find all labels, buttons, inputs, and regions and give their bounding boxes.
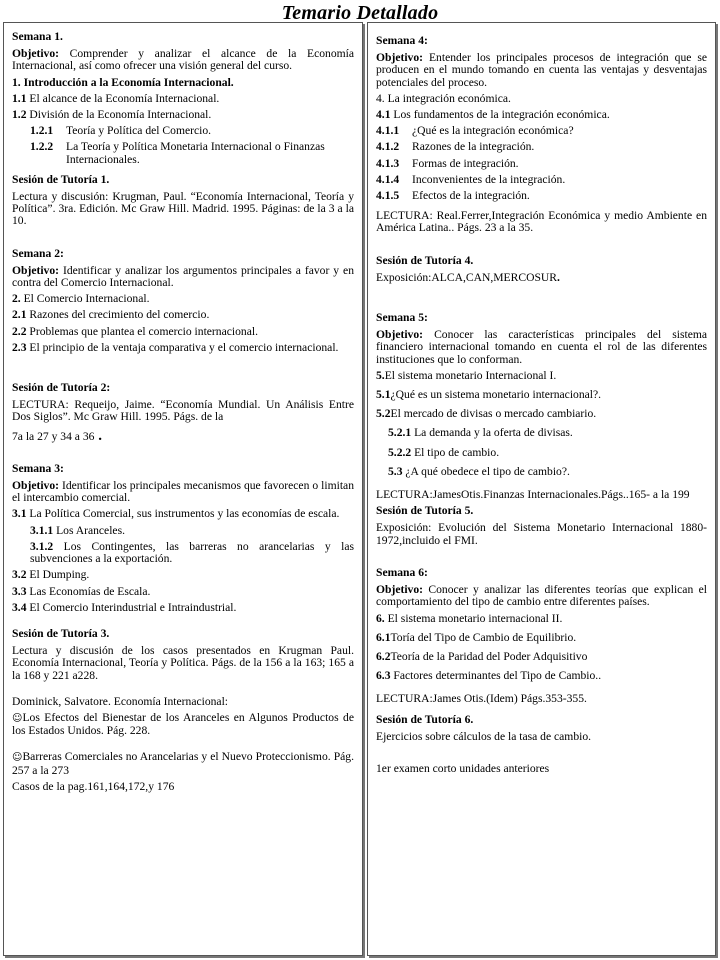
- topic-1-2-2: [30, 141, 354, 165]
- topic-text: La demanda y la oferta de divisas.: [411, 426, 573, 440]
- week-3-heading: Semana 3:: [12, 461, 64, 475]
- item-text: Los Efectos del Bienestar de los Aranceles en Algunos Productos de los Estados Unidos. Pág. 228.: [12, 710, 354, 738]
- topic-5-1: [376, 389, 707, 401]
- topic-number: 6.3: [376, 669, 391, 683]
- topic-number: 4.1.1: [376, 124, 400, 138]
- objective-label: Objetivo:: [376, 328, 424, 342]
- topic-1: 1. Introducción a la Economía Internacional.: [12, 75, 234, 89]
- objective-text: Comprender y analizar el alcance de la Economía Internacional, así como ofrecer una visión general del curso.: [12, 47, 354, 73]
- topic-text: Razones de la integración.: [412, 140, 535, 154]
- topic-2-1: [12, 309, 354, 321]
- week-4-heading: Semana 4:: [376, 34, 428, 47]
- topic-number: 4.1.3: [376, 156, 400, 170]
- topic-5-2: [376, 408, 707, 420]
- week-5-heading: Semana 5:: [376, 311, 428, 325]
- topic-text: El sistema monetario internacional II.: [384, 611, 563, 625]
- topic-text: El tipo de cambio.: [411, 445, 500, 459]
- topic-text: Problemas que plantea el comercio internacional.: [26, 324, 258, 338]
- topic-3-4: [12, 602, 354, 614]
- topic-text: El Comercio Interindustrial e Intraindustrial.: [26, 600, 237, 614]
- topic-text: Razones del crecimiento del comercio.: [26, 308, 210, 322]
- week-4-objective: [376, 52, 707, 89]
- tutoring-6-heading: Sesión de Tutoría 6.: [376, 712, 474, 726]
- topic-5: [376, 370, 707, 382]
- objective-text: Identificar los principales mecanismos que favorecen o limitan el intercambio comercial.: [12, 479, 354, 505]
- topic-5-2-1: [376, 427, 707, 439]
- topic-number: 5.: [376, 368, 385, 382]
- topic-3-2: [12, 569, 354, 581]
- objective-label: Objetivo:: [12, 263, 60, 277]
- topic-number: 4.1: [376, 108, 391, 122]
- topic-4-1-4: [376, 174, 707, 186]
- week-3-objective: [12, 480, 354, 504]
- week-1-objective: [12, 48, 354, 72]
- week-5-objective: [376, 329, 707, 366]
- objective-label: Objetivo:: [12, 479, 60, 493]
- topic-4-1-1: [376, 125, 707, 137]
- topic-3-3: [12, 586, 354, 598]
- topic-number: 4.1.5: [376, 189, 400, 203]
- tutoring-5-heading: Sesión de Tutoría 5.: [376, 504, 474, 518]
- topic-number: 2.: [12, 292, 21, 306]
- topic-3-1: [12, 508, 354, 520]
- tutoring-1-text: Lectura y discusión: Krugman, Paul. “Economía Internacional, Teoría y Política”. 3ra. Edición. Mc Graw Hill. Madrid. 1995. Páginas: de la 3 a la 10.: [12, 190, 354, 228]
- topic-text: Formas de integración.: [412, 156, 519, 170]
- topic-text: El Comercio Internacional.: [20, 292, 150, 306]
- topic-4-1-3: [376, 158, 707, 170]
- topic-6-2: [376, 651, 707, 663]
- topic-number: 6.2: [376, 649, 391, 663]
- tutoring-2-pages: [12, 427, 354, 444]
- topic-text: ¿Qué es la integración económica?: [412, 124, 574, 138]
- left-column: [3, 22, 363, 956]
- topic-number: 1.2.1: [30, 124, 54, 138]
- topic-5-2-2: [376, 447, 707, 459]
- objective-label: Objetivo:: [376, 51, 424, 65]
- topic-4-1-2: [376, 141, 707, 153]
- topic-2: [12, 293, 354, 305]
- topic-number: 3.1: [12, 507, 27, 521]
- tutoring-3-reference: Dominick, Salvatore. Economía Internacional:: [12, 694, 229, 708]
- topic-text: Los Contingentes, las barreras no arancelarias y las subvenciones a la exportación.: [30, 539, 354, 566]
- week-5-reading: LECTURA:JamesOtis.Finanzas Internacionales.Págs..165- a la 199: [376, 488, 690, 502]
- topic-text: Factores determinantes del Tipo de Cambio..: [390, 669, 602, 683]
- topic-number: 6.1: [376, 630, 391, 644]
- topic-text: Teoría de la Paridad del Poder Adquisitivo: [390, 649, 588, 663]
- topic-text: El principio de la ventaja comparativa y el comercio internacional.: [26, 340, 339, 354]
- pages-text: 7a la 27 y 34 a 36: [12, 429, 95, 443]
- topic-1-1: [12, 93, 354, 105]
- topic-3-1-1: [12, 525, 354, 537]
- objective-label: Objetivo:: [12, 47, 60, 61]
- tutoring-5-text: Exposición: Evolución del Sistema Monetario Internacional 1880-1972,incluido el FMI.: [376, 521, 707, 547]
- topic-text: Teoría y Política del Comercio.: [66, 124, 212, 138]
- tutoring-4-heading: Sesión de Tutoría 4.: [376, 253, 474, 267]
- topic-number: 1.2.2: [30, 140, 54, 154]
- topic-number: 1.2: [12, 108, 27, 122]
- week-6-objective: [376, 584, 707, 608]
- item-text: Barreras Comerciales no Arancelarias y el Nuevo Proteccionismo. Pág. 257 a la 273: [12, 750, 354, 777]
- tutoring-6-text: Ejercicios sobre cálculos de la tasa de cambio.: [376, 729, 592, 743]
- tutoring-3-item-1: [12, 712, 354, 737]
- topic-text: El mercado de divisas o mercado cambiario.: [390, 407, 597, 421]
- topic-number: 3.1.2: [30, 539, 54, 553]
- objective-text: Conocer las características principales del sistema financiero internacional tomando en cuenta el rol de las diferentes instituciones que lo conforman.: [376, 328, 707, 366]
- week-2-heading: Semana 2:: [12, 246, 64, 260]
- topic-text: División de la Economía Internacional.: [26, 108, 212, 122]
- smiley-icon: ☺: [12, 752, 23, 764]
- topic-text: Inconvenientes de la integración.: [412, 172, 566, 186]
- objective-text: Conocer y analizar las diferentes teorías que explican el comportamiento del tipo de cambio entre diferentes países.: [376, 583, 707, 609]
- topic-text: La Política Comercial, sus instrumentos y las economías de escala.: [26, 507, 340, 521]
- tutoring-3-text: Lectura y discusión de los casos presentados en Krugman Paul. Economía Internacional, Teoría y Política. Págs. de la 156 a la 163; 165 a la 168 y 221 a228.: [12, 644, 354, 682]
- exposition-text: Exposición:ALCA,CAN,MERCOSUR: [376, 270, 558, 284]
- topic-text: Efectos de la integración.: [412, 189, 530, 203]
- topic-6-1: [376, 632, 707, 644]
- topic-4-1: [376, 109, 707, 121]
- topic-4-1-5: [376, 190, 707, 202]
- topic-number: 6.: [376, 611, 385, 625]
- topic-number: 3.1.1: [30, 523, 54, 537]
- topic-6: [376, 613, 707, 625]
- page-title: Temario Detallado: [281, 2, 439, 24]
- week-2-objective: [12, 265, 354, 289]
- topic-number: 3.3: [12, 584, 27, 598]
- topic-text: Los fundamentos de la integración económica.: [390, 108, 610, 122]
- topic-text: El alcance de la Economía Internacional.: [26, 91, 220, 105]
- topic-2-3: [12, 342, 354, 354]
- topic-5-3: [376, 466, 707, 478]
- topic-4: 4. La integración económica.: [376, 91, 511, 105]
- topic-text: ¿A qué obedece el tipo de cambio?.: [402, 464, 570, 478]
- topic-text: ¿Qué es un sistema monetario internacional?.: [390, 388, 602, 402]
- week-4-reading: LECTURA: Real.Ferrer,Integración Económica y medio Ambiente en América Latina.. Págs. 23 a la 35.: [376, 209, 707, 235]
- topic-number: 5.2: [376, 407, 391, 421]
- right-column: [367, 22, 716, 956]
- topic-text: Los Aranceles.: [53, 523, 125, 537]
- topic-number: 5.1: [376, 388, 391, 402]
- objective-text: Entender los principales procesos de integración que se producen en el mundo tomando en cuenta las ventajas y desventajas potenciales del proceso.: [376, 51, 707, 89]
- topic-number: 2.1: [12, 308, 27, 322]
- topic-number: 5.2.1: [388, 426, 412, 440]
- topic-number: 5.3: [388, 464, 403, 478]
- topic-6-3: [376, 670, 707, 682]
- tutoring-3-cases: Casos de la pag.161,164,172,y 176: [12, 779, 175, 793]
- week-6-heading: Semana 6:: [376, 565, 428, 579]
- tutoring-4-text: [376, 272, 707, 284]
- topic-1-2-1: [30, 125, 354, 137]
- topic-1-2: [12, 109, 354, 121]
- topic-text: El sistema monetario Internacional I.: [384, 368, 557, 382]
- week-1-heading: Semana 1.: [12, 30, 63, 43]
- tutoring-3-heading: Sesión de Tutoría 3.: [12, 626, 110, 640]
- topic-3-1-2: [12, 541, 354, 565]
- topic-text: Las Economías de Escala.: [26, 584, 151, 598]
- dot: .: [94, 427, 102, 444]
- topic-text: La Teoría y Política Monetaria Internacional o Finanzas Internacionales.: [66, 140, 325, 166]
- topic-number: 4.1.4: [376, 172, 400, 186]
- topic-number: 1.1: [12, 91, 27, 105]
- topic-number: 2.3: [12, 340, 27, 354]
- objective-text: Identificar y analizar los argumentos principales a favor y en contra del Comercio Internacional.: [12, 263, 354, 290]
- topic-number: 5.2.2: [388, 445, 412, 459]
- objective-label: Objetivo:: [376, 583, 424, 597]
- topic-number: 3.4: [12, 600, 27, 614]
- topic-text: Toría del Tipo de Cambio de Equilibrio.: [390, 630, 577, 644]
- topic-2-2: [12, 326, 354, 338]
- tutoring-2-text: LECTURA: Requeijo, Jaime. “Economía Mundial. Un Análisis Entre Dos Siglos”. Mc Graw Hill. 1995. Págs. de la: [12, 398, 354, 424]
- exam-note: 1er examen corto unidades anteriores: [376, 761, 550, 775]
- topic-text: El Dumping.: [26, 568, 90, 582]
- dot: .: [557, 270, 560, 284]
- tutoring-1-heading: Sesión de Tutoría 1.: [12, 172, 110, 186]
- week-6-reading: LECTURA:James Otis.(Idem) Págs.353-355.: [376, 692, 587, 706]
- topic-number: 4.1.2: [376, 140, 400, 154]
- topic-number: 3.2: [12, 568, 27, 582]
- tutoring-3-item-2: [12, 751, 354, 776]
- tutoring-2-heading: Sesión de Tutoría 2:: [12, 381, 111, 395]
- smiley-icon: ☺: [12, 712, 23, 724]
- topic-number: 2.2: [12, 324, 27, 338]
